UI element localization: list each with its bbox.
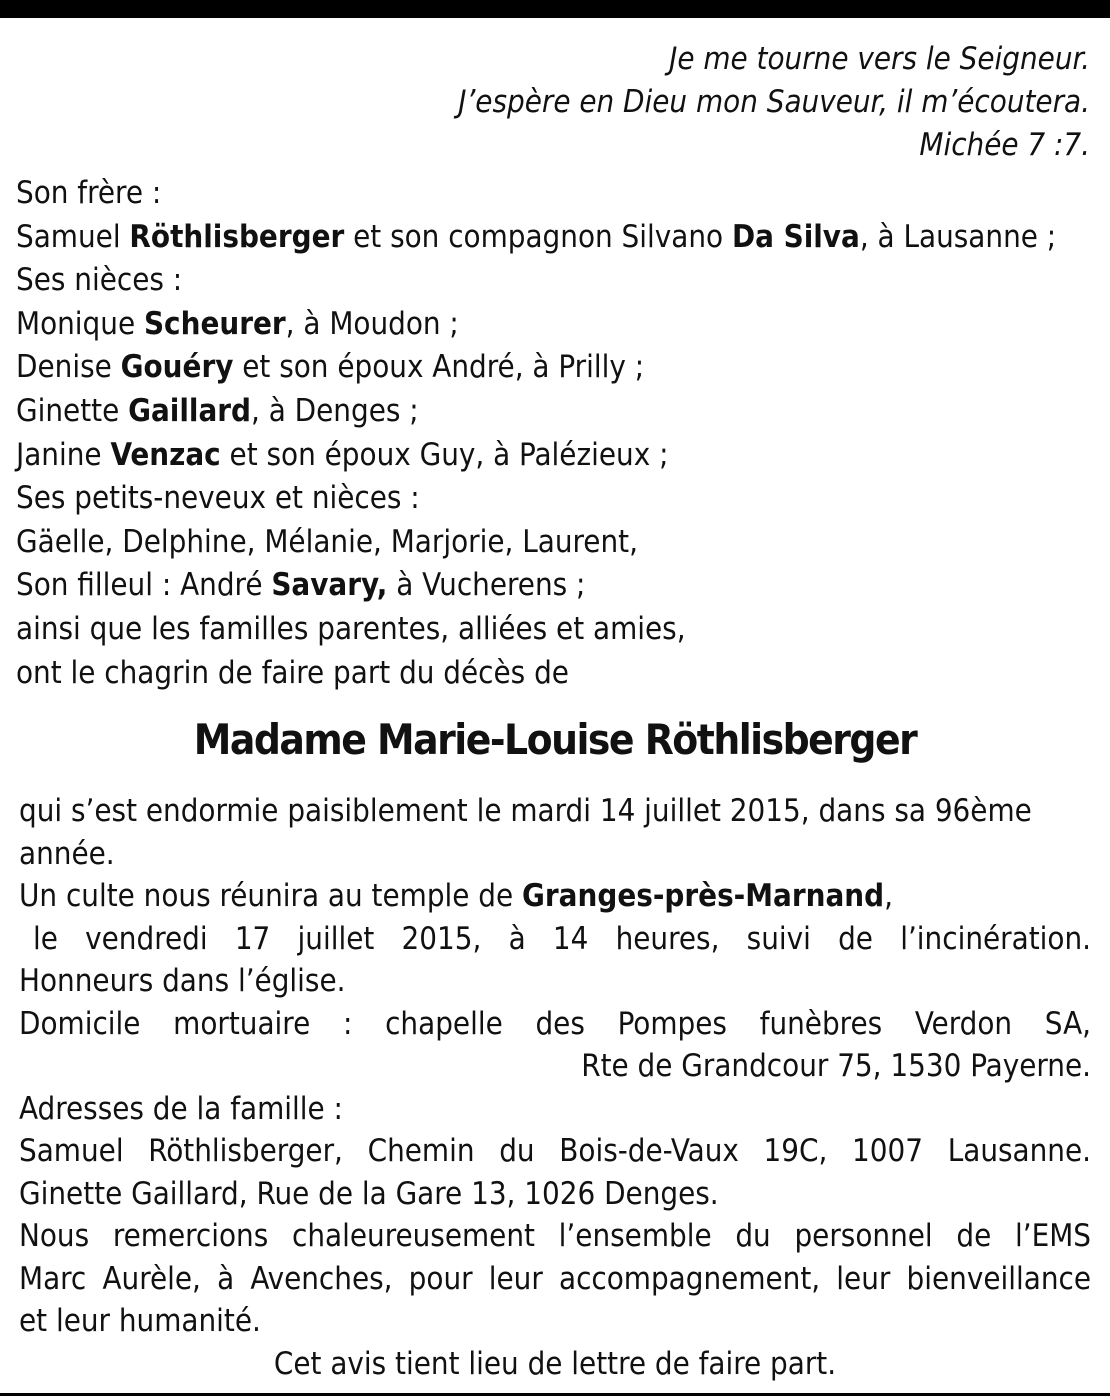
passing-line-end: année. bbox=[19, 835, 115, 872]
partner-last-name: Da Silva bbox=[731, 218, 860, 255]
passing-line: qui s’est endormie paisiblement le mardi 14 juillet 2015, dans sa 96ème bbox=[19, 793, 1032, 829]
thanks-line: Nous remercions chaleureusement l’ensemble du personnel de l’EMS bbox=[19, 1218, 1091, 1254]
brother-line bbox=[16, 216, 1056, 260]
niece-location: , à Moudon ; bbox=[285, 305, 459, 342]
niece-location: , à Denges ; bbox=[251, 392, 419, 429]
verse-reference: Michée 7 :7. bbox=[919, 127, 1090, 163]
thanks-line: Marc Aurèle, à Avenches, pour leur accompagnement, leur bienveillance bbox=[19, 1260, 1091, 1297]
verse-line-1: Je me tourne vers le Seigneur. bbox=[669, 41, 1090, 77]
godson-last-name: Savary, bbox=[271, 567, 388, 604]
nieces-heading: Ses nièces : bbox=[16, 262, 183, 299]
deceased-name: Madame Marie-Louise Röthlisberger bbox=[193, 715, 917, 764]
niece-last-name: Gouéry bbox=[120, 349, 234, 386]
domicile-address: Rte de Grandcour 75, 1530 Payerne. bbox=[581, 1048, 1091, 1084]
niece-location: et son époux André, à Prilly ; bbox=[233, 349, 645, 386]
brother-first-name: Samuel bbox=[16, 218, 130, 255]
notice-body bbox=[19, 790, 1091, 1385]
honours-line: Honneurs dans l’église. bbox=[19, 963, 346, 999]
niece-location: et son époux Guy, à Palézieux ; bbox=[220, 436, 669, 473]
service-comma: , bbox=[884, 878, 893, 914]
grand-nephews-names: Gäelle, Delphine, Mélanie, Marjorie, Laurent, bbox=[16, 523, 638, 560]
service-line bbox=[19, 875, 1091, 918]
brother-heading: Son frère : bbox=[16, 175, 162, 211]
brother-last-name: Röthlisberger bbox=[129, 218, 345, 255]
niece-first-name: Ginette bbox=[16, 392, 129, 429]
bottom-border-rule bbox=[0, 1393, 1110, 1396]
announcement-line: ont le chagrin de faire part du décès de bbox=[16, 654, 569, 691]
niece-first-name: Janine bbox=[16, 436, 111, 473]
godson-location: à Vucherens ; bbox=[387, 567, 586, 604]
top-border-rule bbox=[0, 0, 1110, 18]
niece-line bbox=[16, 303, 1056, 347]
niece-line bbox=[16, 434, 1056, 478]
verse-line-2: J’espère en Dieu mon Sauveur, il m’écoutera. bbox=[458, 84, 1090, 120]
brother-location: , à Lausanne ; bbox=[859, 218, 1057, 255]
godson-line bbox=[16, 564, 1056, 608]
family-address: Samuel Röthlisberger, Chemin du Bois-de-Vaux 19C, 1007 Lausanne. bbox=[19, 1133, 1091, 1169]
family-address: Ginette Gaillard, Rue de la Gare 13, 1026 Denges. bbox=[19, 1175, 719, 1212]
service-place: Granges-près-Marnand bbox=[522, 878, 885, 914]
niece-line bbox=[16, 390, 1056, 434]
service-time-line: le vendredi 17 juillet 2015, à 14 heures, suivi de l’incinération. bbox=[33, 920, 1091, 957]
addresses-heading: Adresses de la famille : bbox=[19, 1090, 343, 1127]
thanks-line: et leur humanité. bbox=[19, 1303, 261, 1339]
niece-last-name: Gaillard bbox=[128, 392, 251, 429]
niece-last-name: Scheurer bbox=[143, 305, 286, 342]
grand-nephews-heading: Ses petits-neveux et nièces : bbox=[16, 480, 420, 517]
niece-last-name: Venzac bbox=[110, 436, 221, 473]
brother-middle: et son compagnon Silvano bbox=[344, 218, 732, 255]
domicile-line: Domicile mortuaire : chapelle des Pompes funèbres Verdon SA, bbox=[19, 1005, 1091, 1042]
relatives-line: ainsi que les familles parentes, alliées et amies, bbox=[16, 610, 686, 647]
bible-verse bbox=[458, 38, 1090, 167]
closing-line: Cet avis tient lieu de lettre de faire part. bbox=[273, 1345, 837, 1382]
family-list bbox=[16, 172, 1056, 695]
godson-label: Son filleul : André bbox=[16, 567, 272, 604]
service-text: Un culte nous réunira au temple de bbox=[19, 878, 523, 914]
niece-first-name: Denise bbox=[16, 349, 121, 386]
niece-line bbox=[16, 346, 1056, 390]
niece-first-name: Monique bbox=[16, 305, 144, 342]
